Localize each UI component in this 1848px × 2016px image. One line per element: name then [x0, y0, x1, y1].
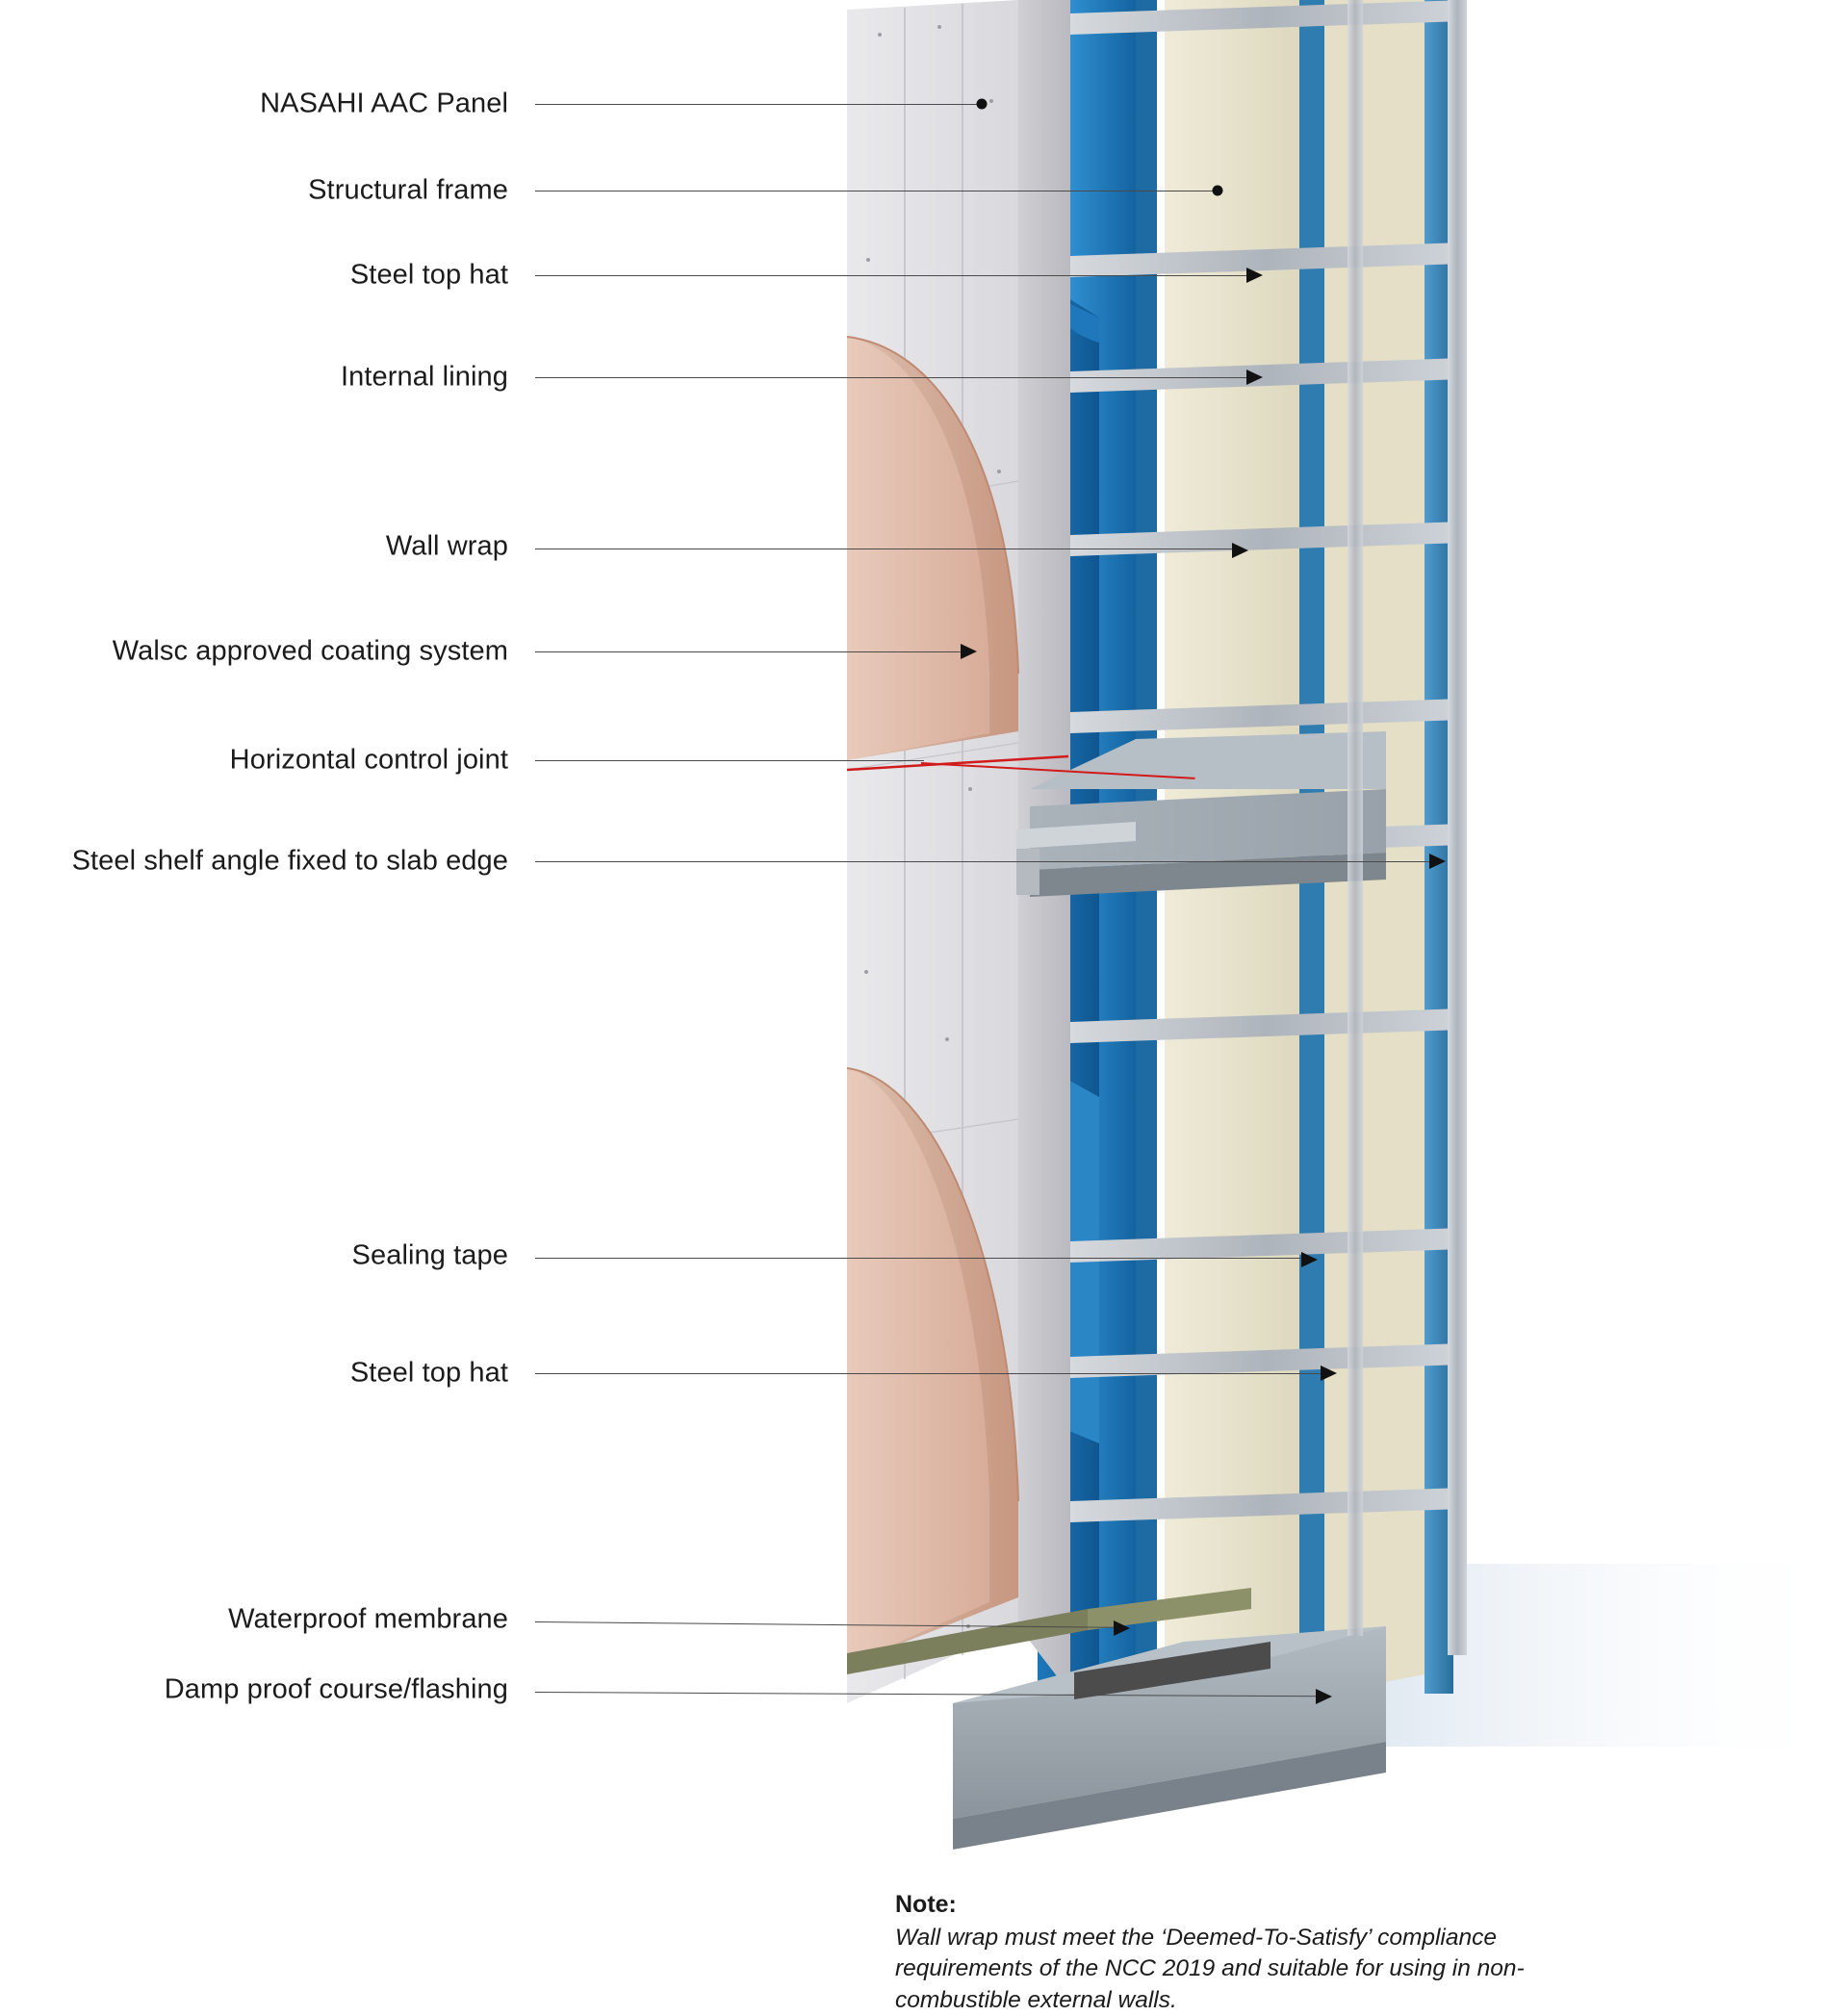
- callout-label-damp-proof-course: Damp proof course/flashing: [164, 1673, 508, 1705]
- leader-arrow-internal-lining: [1246, 370, 1263, 385]
- leader-line-sealing-tape: [535, 1258, 1304, 1259]
- leader-arrow-sealing-tape: [1301, 1252, 1318, 1267]
- leader-line-coating-system: [535, 651, 962, 652]
- callout-label-internal-lining: Internal lining: [341, 361, 508, 393]
- leader-line-nasahi-aac-panel: [535, 104, 982, 105]
- callout-label-structural-frame: Structural frame: [308, 174, 508, 206]
- leader-dot-nasahi-aac-panel: [977, 99, 988, 110]
- note-text: Wall wrap must meet the ‘Deemed-To-Satisfy’ compliance requirements of the NCC 2019 and suitable for using in non-combustible external walls.: [895, 1925, 1525, 2013]
- note-title: Note:: [895, 1891, 957, 1918]
- leader-dot-structural-frame: [1213, 186, 1223, 196]
- leader-line-internal-lining: [535, 377, 1251, 378]
- leader-line-steel-shelf-angle: [535, 861, 1434, 862]
- leader-arrow-coating-system: [961, 644, 977, 659]
- leader-arrow-steel-top-hat-upper: [1246, 268, 1263, 283]
- leader-arrow-steel-top-hat-lower: [1321, 1365, 1337, 1381]
- note-block: [895, 1889, 1569, 2016]
- wall-assembly-illustration: [847, 0, 1848, 1857]
- leader-arrow-waterproof-membrane: [1114, 1620, 1130, 1636]
- leader-line-steel-top-hat-lower: [535, 1373, 1323, 1374]
- callout-label-coating-system: Walsc approved coating system: [112, 635, 508, 667]
- leader-line-steel-top-hat-upper: [535, 275, 1251, 276]
- callout-label-wall-wrap: Wall wrap: [385, 530, 508, 562]
- leader-line-horizontal-control-joint: [535, 760, 924, 761]
- callout-label-horizontal-control-joint: Horizontal control joint: [229, 744, 508, 776]
- leader-arrow-steel-shelf-angle: [1429, 854, 1446, 869]
- callout-label-nasahi-aac-panel: NASAHI AAC Panel: [260, 88, 508, 119]
- leader-arrow-wall-wrap: [1232, 543, 1248, 558]
- leader-arrow-damp-proof-course: [1316, 1689, 1332, 1704]
- callout-label-steel-top-hat-upper: Steel top hat: [349, 259, 508, 291]
- callout-label-steel-shelf-angle: Steel shelf angle fixed to slab edge: [71, 845, 508, 877]
- callout-label-sealing-tape: Sealing tape: [351, 1239, 508, 1271]
- callout-label-waterproof-membrane: Waterproof membrane: [228, 1603, 508, 1635]
- callout-label-steel-top-hat-lower: Steel top hat: [349, 1357, 508, 1389]
